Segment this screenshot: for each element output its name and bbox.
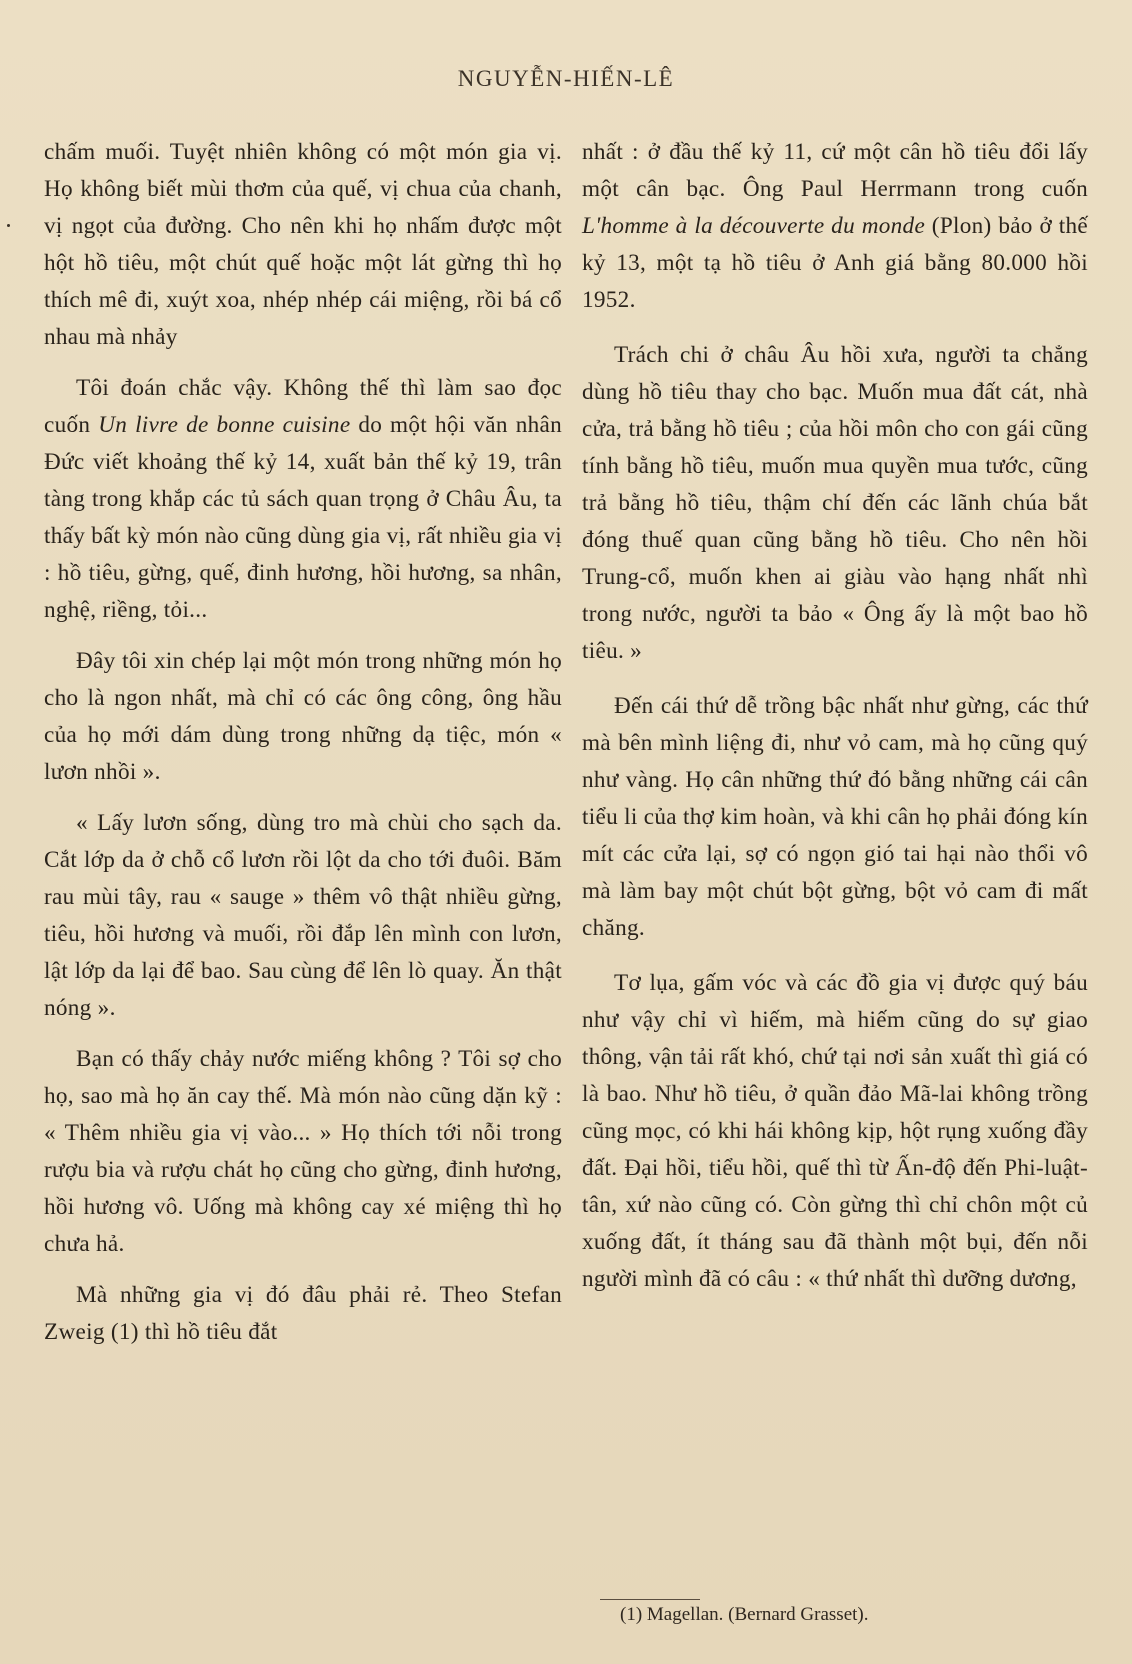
paragraph: Đến cái thứ dễ trồng bậc nhất như gừng, các thứ mà bên mình liệng đi, như vỏ cam, mà họ cũng quý như vàng. Họ cân những thứ đó bằng những cái cân tiểu li của thợ kim hoàn, và khi cân họ phải đóng kín mít các cửa lại, sợ có ngọn gió tai hại nào thổi vô mà làm bay một chút bột gừng, bột vỏ cam đi mất chăng. xyxy=(582,693,1088,941)
paragraph-text: Tôi đoán chắc vậy. Không thế thì làm sao đọc cuốn xyxy=(44,375,562,438)
paragraph: Bạn có thấy chảy nước miếng không ? Tôi sợ cho họ, sao mà họ ăn cay thế. Mà món nào cũng dặn kỹ : « Thêm nhiều gia vị vào... » Họ thích tới nỗi trong rượu bia và rượu chát họ cũng cho gừng, đinh hương, hồi hương vô. Uống mà không cay xé miệng thì họ chưa hả. xyxy=(44,1046,562,1257)
paragraph-text: (Plon) bảo ở thế kỷ 13, một tạ hồ tiêu ở Anh giá bằng 80.000 hồi 1952. xyxy=(582,213,1089,313)
paragraph: Tơ lụa, gấm vóc và các đồ gia vị được quý báu như vậy chỉ vì hiếm, mà hiếm cũng do sự giao thông, vận tải rất khó, chứ tại nơi sản xuất thì giá có là bao. Như hồ tiêu, ở quần đảo Mã-lai không trồng cũng mọc, có khi hái không kịp, hột rụng xuống đầy đất. Đại hồi, tiểu hồi, quế thì từ Ấn-độ đến Phi-luật-tân, xứ nào cũng có. Còn gừng thì chỉ chôn một củ xuống đất, ít tháng sau đã thành một bụi, đến nỗi người mình đã có câu : « thứ nhất thì dưỡng dương, xyxy=(582,970,1088,1292)
paragraph: Mà những gia vị đó đâu phải rẻ. Theo Stefan Zweig (1) thì hồ tiêu đắt xyxy=(44,1282,562,1345)
paragraph xyxy=(582,134,1088,319)
footnote: (1) Magellan. (Bernard Grasset). xyxy=(620,1604,869,1625)
running-header: NGUYỄN-HIẾN-LÊ xyxy=(457,66,675,91)
right-column xyxy=(582,134,1088,1298)
paragraph: Đây tôi xin chép lại một món trong những món họ cho là ngon nhất, mà chỉ có các ông công, ông hầu của họ mới dám dùng trong những dạ tiệc, món « lươn nhồi ». xyxy=(44,648,562,785)
book-title: L'homme à la découverte du monde xyxy=(582,213,926,239)
paragraph: chấm muối. Tuyệt nhiên không có một món gia vị. Họ không biết mùi thơm của quế, vị chua của chanh, vị ngọt của đường. Cho nên khi họ nhấm được một hột hồ tiêu, một chút quế hoặc một lát gừng thì họ thích mê đi, xuýt xoa, nhép nhép cái miệng, rồi bá cổ nhau mà nhảy xyxy=(44,139,562,350)
left-column xyxy=(44,134,562,1351)
paragraph xyxy=(44,370,562,629)
recipe-quote: « Lấy lươn sống, dùng tro mà chùi cho sạch da. Cắt lớp da ở chỗ cổ lươn rồi lột da cho tới đuôi. Băm rau mùi tây, rau « sauge » thêm vô thật nhiều gừng, tiêu, hồi hương và muối, rồi đắp lên mình con lươn, lật lớp da lại để bao. Sau cùng để lên lò quay. Ăn thật nóng ». xyxy=(44,810,562,1021)
paragraph-text: do một hội văn nhân Đức viết khoảng thế kỷ 14, xuất bản thế kỷ 19, trân tàng trong khắp các tủ sách quan trọng ở Châu Âu, ta thấy bất kỳ món nào cũng dùng gia vị, rất nhiều gia vị : hồ tiêu, gừng, quế, đinh hương, hồi hương, sa nhân, nghệ, riềng, tỏi... xyxy=(44,412,562,623)
footnote-divider xyxy=(600,1599,700,1600)
paragraph-text: nhất : ở đầu thế kỷ 11, cứ một cân hồ tiêu đổi lấy một cân bạc. Ông Paul Herrmann trong cuốn xyxy=(582,139,1088,202)
ink-speck xyxy=(7,224,10,227)
paragraph: Trách chi ở châu Âu hồi xưa, người ta chẳng dùng hồ tiêu thay cho bạc. Muốn mua đất cát, nhà cửa, trả bằng hồ tiêu ; của hồi môn cho con gái cũng tính bằng hồ tiêu, muốn mua quyền mua tước, cũng trả bằng hồ tiêu, thậm chí đến các lãnh chúa bắt đóng thuế quan cũng bằng hồ tiêu. Cho nên hồi Trung-cổ, muốn khen ai giàu vào hạng nhất nhì trong nước, người ta bảo « Ông ấy là một bao hồ tiêu. » xyxy=(582,342,1088,664)
book-title: Un livre de bonne cuisine xyxy=(98,412,351,438)
